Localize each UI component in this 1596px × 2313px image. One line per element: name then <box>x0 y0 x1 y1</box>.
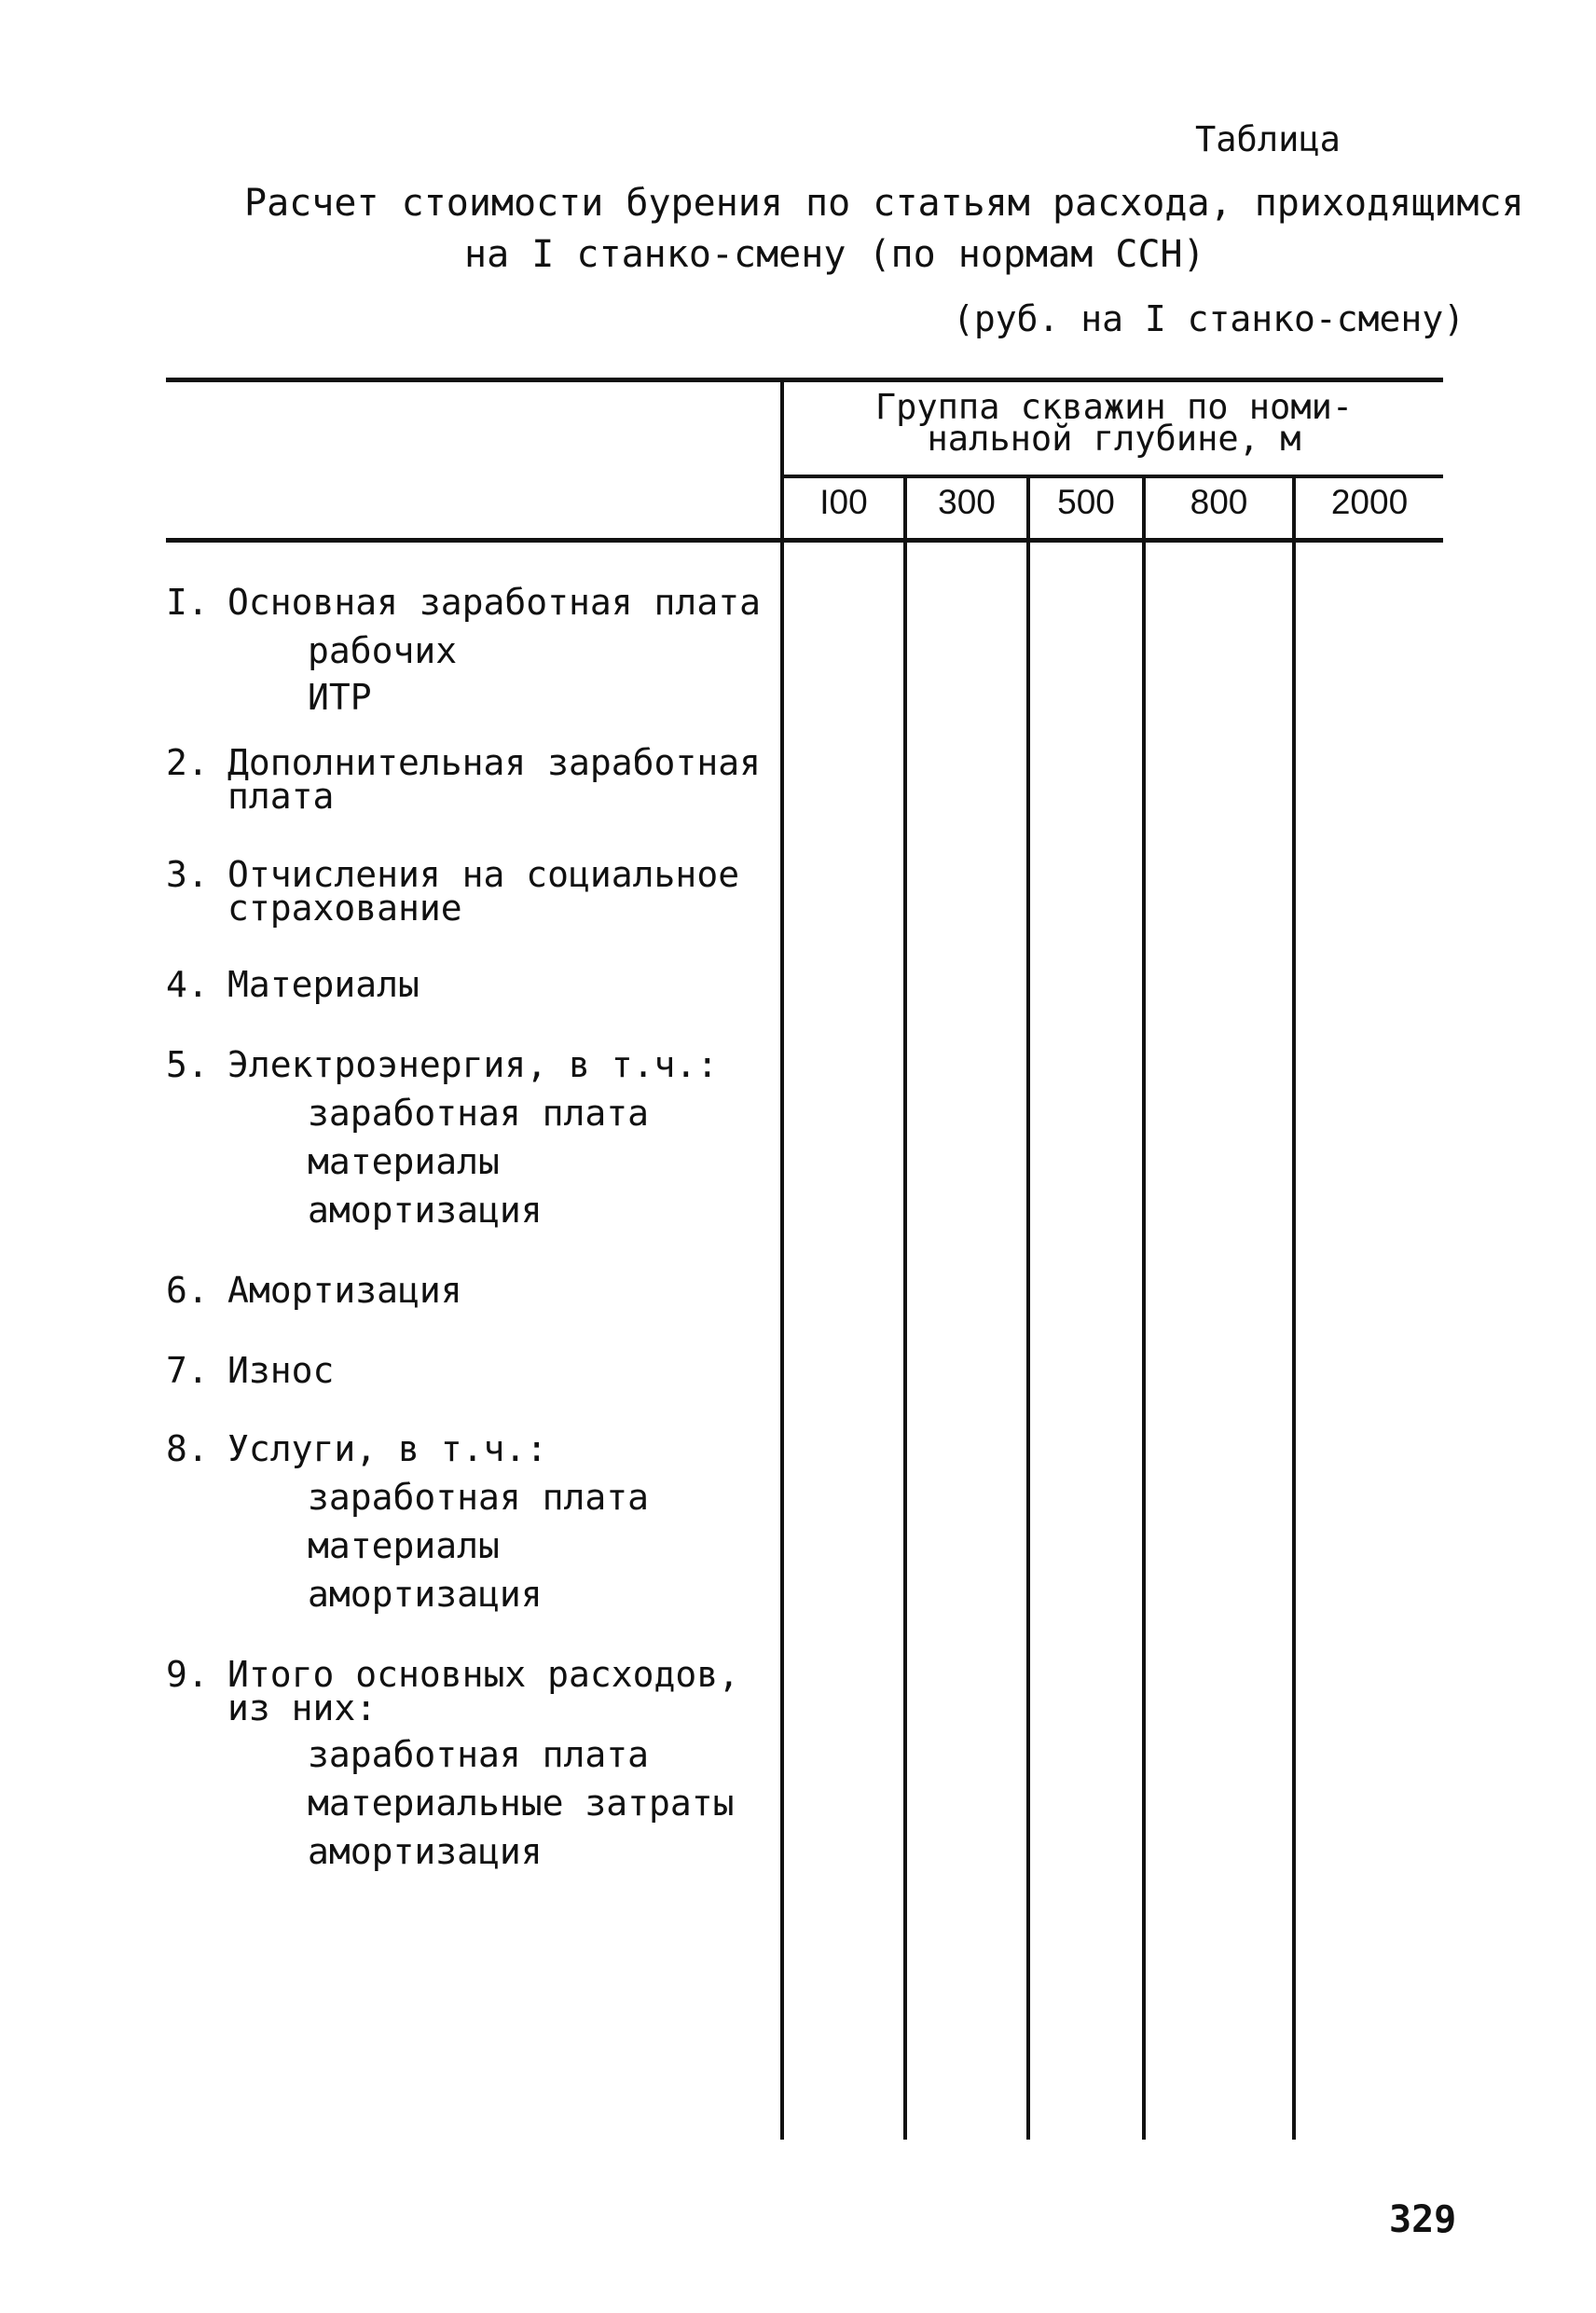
row-2 <box>166 742 761 783</box>
row-7 <box>166 1350 335 1391</box>
row-number: 2. <box>166 742 209 783</box>
column-header-300: 300 <box>938 483 996 521</box>
row-9-label-line2: из них: <box>227 1687 378 1728</box>
row-label: Износ <box>227 1350 335 1391</box>
table-title-line2: на I станко-смену (по нормам ССН) <box>464 233 1205 276</box>
row-label: Электроэнергия, в т.ч.: <box>227 1044 719 1085</box>
page-number: 329 <box>1389 2198 1457 2241</box>
row-5-sub-materials: материалы <box>308 1141 500 1182</box>
row-number: 8. <box>166 1428 209 1469</box>
group-header-rule <box>781 475 1443 478</box>
table-caption: Таблица <box>1195 119 1341 159</box>
table-title-line1: Расчет стоимости бурения по статьям расхода, приходящимся <box>244 182 1524 225</box>
row-1-sub-itr: ИТР <box>308 677 372 718</box>
row-number: 9. <box>166 1654 209 1695</box>
row-label: Дополнительная заработная <box>227 742 761 783</box>
units-note: (руб. на I станко-смену) <box>953 298 1465 339</box>
row-9 <box>166 1654 740 1695</box>
group-header-line2: нальной глубине, м <box>927 419 1301 459</box>
row-number: 6. <box>166 1270 209 1311</box>
row-8-sub-materials: материалы <box>308 1525 500 1566</box>
row-3 <box>166 854 740 895</box>
row-number: 3. <box>166 854 209 895</box>
row-9-sub-material-costs: материальные затраты <box>308 1783 735 1824</box>
row-label: Отчисления на социальное <box>227 854 740 895</box>
row-number: I. <box>166 582 209 623</box>
row-2-label-line2: плата <box>227 776 335 817</box>
column-divider-1 <box>903 476 907 2140</box>
column-divider-2 <box>1026 476 1030 2140</box>
row-6 <box>166 1270 462 1311</box>
row-5 <box>166 1044 719 1085</box>
column-header-800: 800 <box>1190 483 1248 521</box>
row-5-sub-wages: заработная плата <box>308 1093 650 1134</box>
row-number: 7. <box>166 1350 209 1391</box>
group-header <box>785 387 1443 459</box>
column-header-2000: 2000 <box>1330 483 1409 521</box>
row-4 <box>166 964 420 1005</box>
row-label: Услуги, в т.ч.: <box>227 1428 548 1469</box>
column-divider-label <box>780 382 784 2140</box>
row-8 <box>166 1428 548 1469</box>
row-number: 4. <box>166 964 209 1005</box>
row-9-sub-amortization: амортизация <box>308 1831 543 1872</box>
column-divider-3 <box>1142 476 1146 2140</box>
header-bottom-rule <box>166 538 1443 543</box>
row-label: Основная заработная плата <box>227 582 761 623</box>
group-header-line1: Группа скважин по номи- <box>874 387 1354 427</box>
column-header-100: I00 <box>819 483 868 521</box>
row-1 <box>166 582 761 623</box>
row-label: Материалы <box>227 964 420 1005</box>
row-number: 5. <box>166 1044 209 1085</box>
row-8-sub-wages: заработная плата <box>308 1477 650 1518</box>
row-9-sub-wages: заработная плата <box>308 1734 650 1775</box>
row-label: Амортизация <box>227 1270 462 1311</box>
row-3-label-line2: страхование <box>227 888 462 929</box>
table-top-rule <box>166 378 1443 382</box>
row-8-sub-amortization: амортизация <box>308 1574 543 1615</box>
column-divider-4 <box>1292 476 1296 2140</box>
column-header-500: 500 <box>1057 483 1115 521</box>
row-5-sub-amortization: амортизация <box>308 1190 543 1231</box>
row-label: Итого основных расходов, <box>227 1654 740 1695</box>
row-1-sub-workers: рабочих <box>308 630 458 671</box>
